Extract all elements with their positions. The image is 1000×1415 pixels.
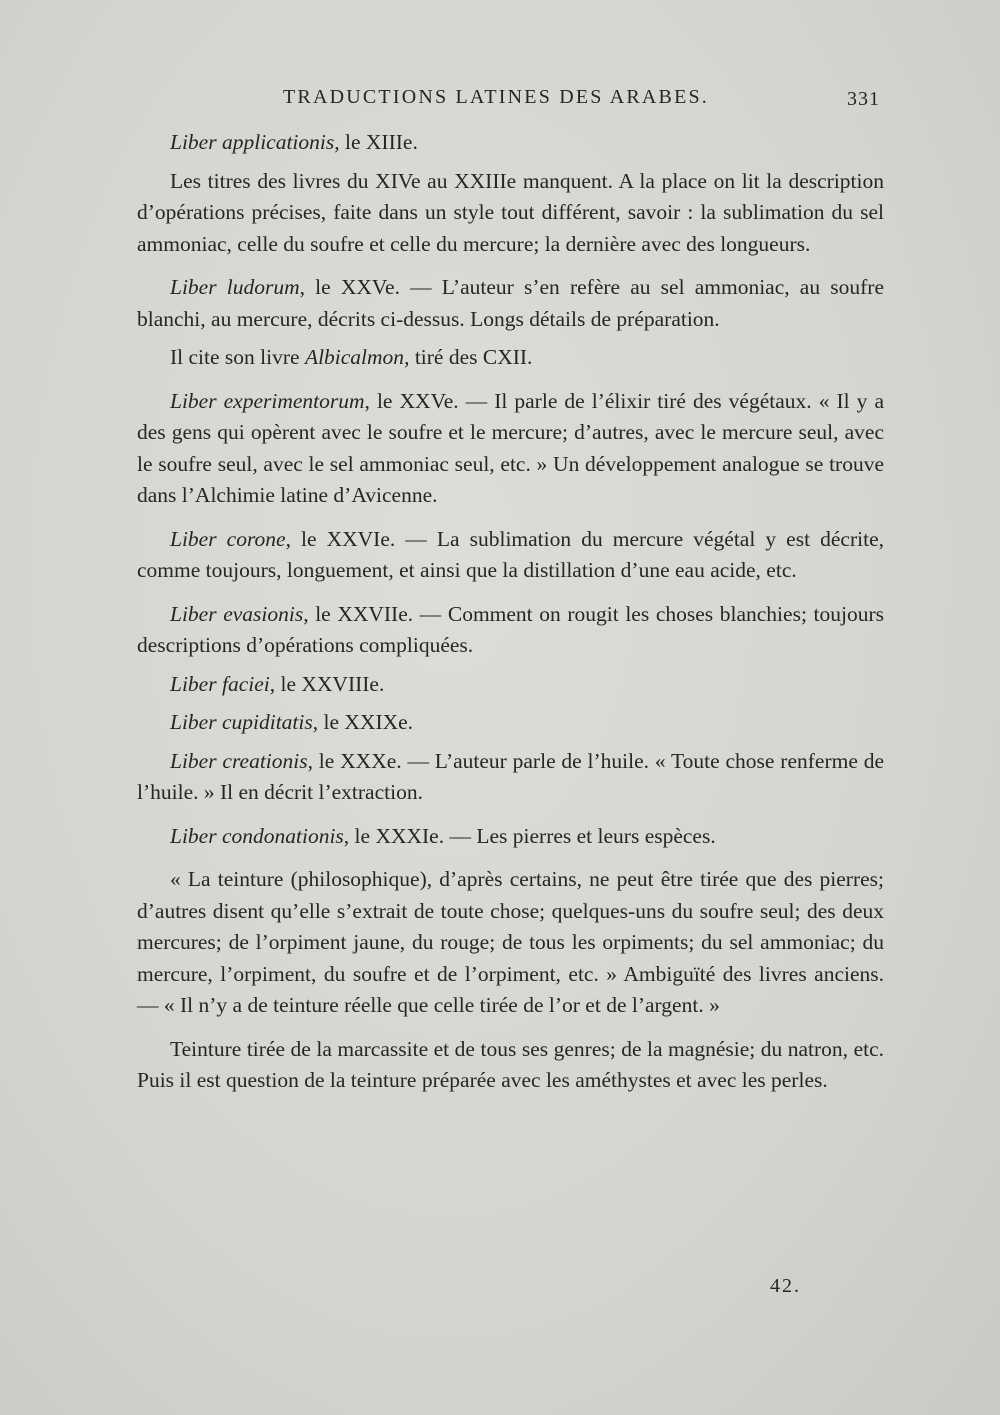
book-title: Liber corone (170, 526, 286, 551)
paragraph (137, 864, 884, 1022)
book-title: Liber ludorum (170, 275, 300, 299)
body-text (137, 127, 884, 1109)
paragraph (137, 166, 884, 261)
paragraph (137, 524, 884, 587)
paragraph-text: , le XXXe. — L’auteur parle de l’huile. « Toute chose renferme de l’huile. » Il en décrit l’extraction. (137, 748, 884, 804)
book-title: Liber faciei (170, 671, 270, 696)
paragraph (137, 821, 884, 853)
paragraph-text: , le XXVIIIe. (269, 671, 385, 696)
paragraph-text: , le XIIIe. (334, 130, 418, 154)
paragraph-text: , le XXXIe. — Les pierres et leurs espèces. (343, 823, 716, 848)
paragraph (137, 707, 884, 739)
paragraph-text: « La teinture (philosophique), d’après certains, ne peut être tirée que des pierres; d’autres disent qu’elle s’extrait de toute chose; quelques-uns du soufre seul; des deux mercures; de l’orpiment jaune, du rouge; de tous les orpiments; du sel ammoniac; du mercure, l’orpiment, du soufre et de l’orpiment, etc. » Ambiguïté des livres anciens. — « Il n’y a de teinture réelle que celle tirée de l’or et de l’argent. » (137, 867, 884, 1017)
book-title: Liber cupiditatis (170, 710, 313, 734)
paragraph (137, 599, 884, 662)
book-title: Liber experimentorum (170, 388, 365, 413)
paragraph-text: , le XXVe. — Il parle de l’élixir tiré des végétaux. « Il y a des gens qui opèrent avec le soufre et le mercure; d’autres, avec le mercure seul, avec le soufre seul, avec le sel ammoniac seul, etc. » Un développement analogue se trouve dans l’Alchimie latine d’Avicenne. (137, 388, 884, 507)
paragraph (137, 1034, 884, 1097)
paragraph (137, 127, 884, 159)
paragraph-text: Teinture tirée de la marcassite et de tous ses genres; de la magnésie; du natron, etc. Puis il est question de la teinture préparée avec les améthystes et avec les perles. (137, 1036, 884, 1092)
book-title: Liber evasionis (170, 601, 304, 626)
paragraph (137, 342, 884, 374)
book-title: Albicalmon (304, 345, 405, 369)
book-title: Liber applicationis (170, 130, 335, 154)
paragraph-text: , le XXVIIe. — Comment on rougit les choses blanchies; toujours descriptions d’opérations compliquées. (137, 601, 884, 657)
paragraph-text: , le XXVIe. — La sublimation du mercure végétal y est décrite, comme toujours, longuement, et ainsi que la distillation d’une eau acide, etc. (137, 526, 884, 582)
book-title: Liber condonationis (170, 823, 344, 848)
paragraph (137, 272, 884, 335)
signature-mark: 42. (770, 1275, 801, 1297)
running-title: TRADUCTIONS LATINES DES ARABES. (283, 86, 710, 108)
page-number: 331 (847, 88, 880, 110)
paragraph-text: , tiré des CXII. (404, 345, 533, 369)
paragraph-text: Les titres des livres du XIVe au XXIIIe manquent. A la place on lit la description d’opérations précises, faite dans un style tout différent, savoir : la sublimation du sel ammoniac, celle du soufre et celle du mercure; la dernière avec des longueurs. (137, 168, 884, 256)
book-title: Liber creationis (170, 748, 308, 773)
paragraph (137, 746, 884, 809)
page-header (140, 86, 880, 116)
paragraph-text: , le XXIXe. (312, 710, 414, 734)
paragraph-text: , le XXVe. — L’auteur s’en refère au sel ammoniac, au soufre blanchi, au mercure, décrits ci-dessus. Longs détails de préparation. (137, 275, 884, 331)
paragraph-text: Il cite son livre (170, 345, 305, 369)
paragraph (137, 669, 884, 701)
paragraph (137, 386, 884, 512)
